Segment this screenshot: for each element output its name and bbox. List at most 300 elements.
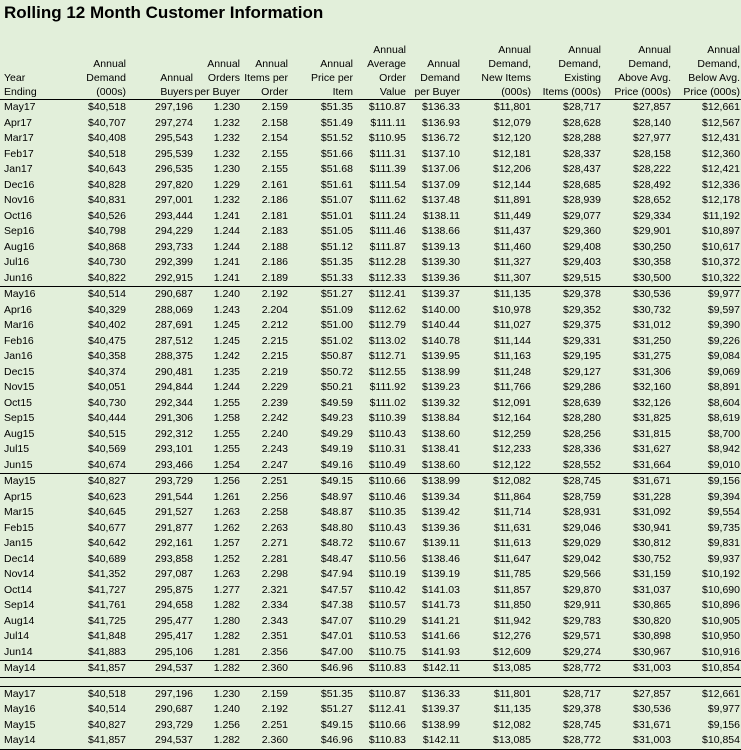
cell-price-per-item: $51.27 xyxy=(320,703,353,715)
cell-items-per-order: 2.215 xyxy=(261,350,288,362)
cell-demand-below-avg-price: $8,942 xyxy=(707,443,740,455)
page-title: Rolling 12 Month Customer Information xyxy=(4,3,324,22)
cell-demand-above-avg-price: $31,671 xyxy=(633,475,671,487)
cell-demand-new-items: $11,631 xyxy=(493,521,531,534)
cell-annual-demand: $41,727 xyxy=(88,583,126,596)
cell-demand-above-avg-price: $31,627 xyxy=(633,443,671,455)
cell-demand-per-buyer: $140.44 xyxy=(422,319,460,331)
cell-price-per-item: $49.15 xyxy=(320,718,353,731)
header-items-per-order: Annual Items per Order xyxy=(244,58,288,98)
cell-annual-buyers: 292,399 xyxy=(155,256,193,268)
cell-year-ending: May15 xyxy=(4,475,36,487)
cell-annual-demand: $40,677 xyxy=(88,521,126,534)
cell-items-per-order: 2.155 xyxy=(261,163,288,175)
cell-demand-per-buyer: $138.46 xyxy=(422,552,460,565)
cell-items-per-order: 2.192 xyxy=(261,288,288,300)
table-row xyxy=(0,287,741,303)
cell-demand-new-items: $11,801 xyxy=(493,687,531,700)
cell-demand-new-items: $11,647 xyxy=(493,552,531,565)
cell-demand-new-items: $12,609 xyxy=(493,645,531,658)
cell-price-per-item: $49.19 xyxy=(320,443,353,455)
cell-items-per-order: 2.271 xyxy=(261,537,288,549)
cell-demand-existing-items: $28,745 xyxy=(563,475,601,487)
cell-demand-per-buyer: $136.72 xyxy=(422,132,460,144)
cell-orders-per-buyer: 1.282 xyxy=(213,630,240,642)
table-row xyxy=(0,474,741,490)
cell-annual-demand: $40,827 xyxy=(88,718,126,731)
table-row xyxy=(0,733,741,749)
cell-demand-per-buyer: $137.06 xyxy=(422,163,460,175)
cell-average-order-value: $110.19 xyxy=(368,568,406,580)
cell-demand-above-avg-price: $30,732 xyxy=(633,303,671,316)
cell-demand-per-buyer: $138.41 xyxy=(422,443,460,455)
cell-annual-buyers: 290,687 xyxy=(155,288,193,300)
cell-year-ending: Nov15 xyxy=(4,381,35,393)
cell-price-per-item: $50.87 xyxy=(320,350,353,362)
cell-orders-per-buyer: 1.277 xyxy=(213,583,240,596)
cell-demand-above-avg-price: $31,815 xyxy=(633,427,671,440)
table-row xyxy=(0,629,741,645)
cell-average-order-value: $110.95 xyxy=(368,132,406,144)
cell-demand-new-items: $12,164 xyxy=(493,412,531,424)
cell-orders-per-buyer: 1.254 xyxy=(213,458,240,471)
cell-demand-existing-items: $29,286 xyxy=(563,381,601,393)
cell-demand-new-items: $10,978 xyxy=(493,303,531,316)
cell-demand-existing-items: $28,939 xyxy=(563,194,601,206)
cell-price-per-item: $51.35 xyxy=(320,256,353,268)
cell-price-per-item: $50.21 xyxy=(320,381,353,393)
cell-demand-above-avg-price: $31,037 xyxy=(633,583,671,596)
cell-demand-below-avg-price: $12,661 xyxy=(702,687,740,700)
cell-orders-per-buyer: 1.240 xyxy=(213,703,240,715)
cell-demand-new-items: $11,613 xyxy=(493,537,531,549)
header-demand-per-buyer: Annual Demand per Buyer xyxy=(414,58,460,98)
cell-average-order-value: $110.67 xyxy=(368,537,406,549)
cell-items-per-order: 2.360 xyxy=(261,734,288,746)
cell-demand-above-avg-price: $31,250 xyxy=(633,334,671,347)
cell-demand-existing-items: $28,717 xyxy=(563,687,601,700)
cell-demand-per-buyer: $139.23 xyxy=(422,381,460,393)
cell-price-per-item: $48.97 xyxy=(320,490,353,503)
cell-average-order-value: $110.66 xyxy=(368,718,406,731)
cell-year-ending: Mar15 xyxy=(4,506,34,518)
cell-orders-per-buyer: 1.232 xyxy=(213,147,240,160)
cell-demand-per-buyer: $141.21 xyxy=(422,614,460,627)
cell-demand-above-avg-price: $31,159 xyxy=(633,568,671,580)
cell-year-ending: Sep16 xyxy=(4,225,35,237)
cell-demand-new-items: $12,181 xyxy=(493,147,531,160)
cell-annual-demand: $40,514 xyxy=(88,703,126,715)
cell-demand-existing-items: $28,639 xyxy=(563,396,601,409)
cell-items-per-order: 2.360 xyxy=(261,662,288,674)
cell-demand-per-buyer: $141.93 xyxy=(422,645,460,658)
cell-annual-buyers: 292,312 xyxy=(155,427,193,440)
cell-items-per-order: 2.334 xyxy=(261,599,288,611)
cell-year-ending: Dec15 xyxy=(4,365,35,378)
cell-demand-below-avg-price: $9,831 xyxy=(707,537,740,549)
cell-items-per-order: 2.247 xyxy=(261,458,288,471)
cell-average-order-value: $111.11 xyxy=(370,116,406,129)
cell-demand-above-avg-price: $31,092 xyxy=(633,506,671,518)
cell-year-ending: Dec14 xyxy=(4,552,35,565)
cell-demand-above-avg-price: $28,158 xyxy=(633,147,671,160)
cell-price-per-item: $50.72 xyxy=(320,365,353,378)
table-row xyxy=(0,240,741,256)
cell-price-per-item: $49.29 xyxy=(320,427,353,440)
cell-demand-existing-items: $28,931 xyxy=(563,506,601,518)
cell-demand-below-avg-price: $10,897 xyxy=(702,225,740,237)
cell-annual-demand: $40,730 xyxy=(88,396,126,409)
cell-items-per-order: 2.356 xyxy=(261,645,288,658)
cell-items-per-order: 2.251 xyxy=(261,718,288,731)
cell-price-per-item: $47.01 xyxy=(320,630,353,642)
cell-annual-demand: $41,883 xyxy=(88,645,126,658)
cell-orders-per-buyer: 1.255 xyxy=(213,396,240,409)
cell-price-per-item: $48.47 xyxy=(320,552,353,565)
cell-demand-below-avg-price: $12,567 xyxy=(702,116,740,129)
table-row xyxy=(0,193,741,209)
cell-items-per-order: 2.239 xyxy=(261,396,288,409)
cell-demand-below-avg-price: $8,700 xyxy=(707,427,740,440)
cell-demand-per-buyer: $140.00 xyxy=(422,303,460,316)
cell-year-ending: Oct15 xyxy=(4,396,33,409)
cell-demand-above-avg-price: $31,275 xyxy=(633,350,671,362)
cell-demand-new-items: $11,460 xyxy=(493,240,531,253)
cell-price-per-item: $51.12 xyxy=(320,240,353,253)
header-demand-new-items: Annual Demand, New Items (000s) xyxy=(481,44,531,98)
cell-year-ending: Jan16 xyxy=(4,350,33,362)
cell-year-ending: Jan17 xyxy=(4,163,33,175)
cell-average-order-value: $111.46 xyxy=(369,225,406,237)
cell-demand-below-avg-price: $8,619 xyxy=(707,412,740,424)
cell-demand-existing-items: $28,552 xyxy=(563,458,601,471)
header-demand-below-avg-price: Annual Demand, Below Avg. Price (000s) xyxy=(683,44,740,98)
cell-items-per-order: 2.212 xyxy=(261,319,288,331)
cell-demand-new-items: $12,091 xyxy=(493,396,531,409)
cell-demand-above-avg-price: $30,898 xyxy=(633,630,671,642)
cell-annual-demand: $41,848 xyxy=(88,630,126,642)
cell-demand-above-avg-price: $28,140 xyxy=(633,116,671,129)
cell-demand-above-avg-price: $32,126 xyxy=(633,396,671,409)
table-row xyxy=(0,349,741,365)
cell-price-per-item: $51.61 xyxy=(320,178,353,191)
cell-orders-per-buyer: 1.282 xyxy=(213,599,240,611)
cell-demand-above-avg-price: $30,358 xyxy=(633,256,671,268)
cell-demand-below-avg-price: $10,372 xyxy=(702,256,740,268)
cell-demand-existing-items: $29,566 xyxy=(563,568,601,580)
cell-demand-new-items: $12,079 xyxy=(493,116,531,129)
cell-annual-demand: $40,358 xyxy=(88,350,126,362)
cell-orders-per-buyer: 1.262 xyxy=(213,521,240,534)
cell-average-order-value: $111.02 xyxy=(369,396,406,409)
cell-demand-new-items: $11,864 xyxy=(493,490,531,503)
cell-average-order-value: $112.28 xyxy=(368,256,406,268)
cell-demand-new-items: $11,135 xyxy=(493,703,531,715)
cell-average-order-value: $110.39 xyxy=(368,412,406,424)
cell-average-order-value: $110.46 xyxy=(368,490,406,503)
cell-demand-per-buyer: $136.33 xyxy=(422,687,460,700)
table-row xyxy=(0,536,741,552)
cell-price-per-item: $47.07 xyxy=(320,614,353,627)
cell-demand-new-items: $12,144 xyxy=(493,178,531,191)
cell-demand-below-avg-price: $10,854 xyxy=(702,662,740,674)
cell-demand-new-items: $11,449 xyxy=(493,209,531,222)
table-row xyxy=(0,661,741,677)
cell-demand-new-items: $11,144 xyxy=(493,334,531,347)
cell-demand-above-avg-price: $31,306 xyxy=(633,365,671,378)
cell-annual-demand: $40,674 xyxy=(88,458,126,471)
cell-annual-demand: $40,798 xyxy=(88,225,126,237)
cell-annual-demand: $40,645 xyxy=(88,506,126,518)
cell-demand-existing-items: $29,378 xyxy=(563,288,601,300)
cell-items-per-order: 2.229 xyxy=(261,381,288,393)
cell-annual-demand: $40,518 xyxy=(88,101,126,113)
cell-demand-above-avg-price: $30,250 xyxy=(633,240,671,253)
cell-annual-buyers: 294,844 xyxy=(155,381,193,393)
table-row xyxy=(0,147,741,163)
cell-year-ending: Apr17 xyxy=(4,116,33,129)
cell-average-order-value: $111.87 xyxy=(369,240,406,253)
cell-demand-existing-items: $29,870 xyxy=(563,583,601,596)
cell-annual-buyers: 290,481 xyxy=(155,365,193,378)
cell-items-per-order: 2.155 xyxy=(261,147,288,160)
cell-annual-buyers: 295,106 xyxy=(155,645,193,658)
cell-demand-below-avg-price: $9,597 xyxy=(707,303,740,316)
cell-demand-existing-items: $28,437 xyxy=(563,163,601,175)
cell-demand-new-items: $12,082 xyxy=(493,475,531,487)
cell-annual-demand: $40,518 xyxy=(88,147,126,160)
cell-price-per-item: $51.09 xyxy=(320,303,353,316)
table-row xyxy=(0,100,741,116)
cell-annual-buyers: 297,274 xyxy=(155,116,193,129)
cell-items-per-order: 2.242 xyxy=(261,412,288,424)
cell-price-per-item: $46.96 xyxy=(320,662,353,674)
cell-annual-buyers: 294,537 xyxy=(155,662,193,674)
cell-demand-existing-items: $28,256 xyxy=(563,427,601,440)
cell-price-per-item: $49.59 xyxy=(320,396,353,409)
cell-demand-per-buyer: $138.99 xyxy=(422,475,460,487)
cell-demand-below-avg-price: $9,226 xyxy=(707,334,740,347)
table-row xyxy=(0,598,741,614)
cell-year-ending: Feb16 xyxy=(4,334,34,347)
header-orders-per-buyer: Annual Orders per Buyer xyxy=(194,58,240,98)
cell-demand-existing-items: $28,745 xyxy=(563,718,601,731)
table-row xyxy=(0,209,741,225)
cell-annual-demand: $40,689 xyxy=(88,552,126,565)
cell-demand-below-avg-price: $9,977 xyxy=(707,288,740,300)
cell-orders-per-buyer: 1.235 xyxy=(213,365,240,378)
cell-demand-above-avg-price: $30,536 xyxy=(633,288,671,300)
cell-demand-new-items: $11,437 xyxy=(493,225,531,237)
cell-year-ending: Nov14 xyxy=(4,568,35,580)
cell-demand-new-items: $11,248 xyxy=(493,365,531,378)
cell-annual-buyers: 295,539 xyxy=(155,147,193,160)
cell-annual-buyers: 297,001 xyxy=(155,194,193,206)
table-row xyxy=(0,178,741,194)
table-row xyxy=(0,521,741,537)
cell-demand-above-avg-price: $29,334 xyxy=(633,209,671,222)
cell-year-ending: May16 xyxy=(4,288,36,300)
cell-demand-below-avg-price: $12,336 xyxy=(702,178,740,191)
cell-demand-existing-items: $29,029 xyxy=(563,537,601,549)
cell-year-ending: May17 xyxy=(4,687,36,700)
table-row xyxy=(0,567,741,583)
table-row xyxy=(0,427,741,443)
cell-average-order-value: $111.24 xyxy=(369,209,406,222)
cell-orders-per-buyer: 1.230 xyxy=(213,687,240,700)
cell-demand-per-buyer: $139.19 xyxy=(422,568,460,580)
cell-demand-new-items: $11,307 xyxy=(493,271,531,284)
cell-year-ending: May17 xyxy=(4,101,36,113)
row-group xyxy=(0,474,741,660)
cell-items-per-order: 2.188 xyxy=(261,240,288,253)
cell-price-per-item: $51.27 xyxy=(320,288,353,300)
cell-average-order-value: $110.43 xyxy=(368,427,406,440)
cell-orders-per-buyer: 1.245 xyxy=(213,319,240,331)
cell-demand-new-items: $11,327 xyxy=(493,256,531,268)
cell-demand-per-buyer: $141.73 xyxy=(422,599,460,611)
table-row xyxy=(0,224,741,240)
cell-demand-per-buyer: $137.09 xyxy=(422,178,460,191)
cell-demand-new-items: $13,085 xyxy=(493,734,531,746)
cell-demand-per-buyer: $139.37 xyxy=(422,703,460,715)
cell-demand-new-items: $12,276 xyxy=(493,630,531,642)
table-row xyxy=(0,458,741,474)
cell-annual-buyers: 291,527 xyxy=(155,506,193,518)
cell-demand-new-items: $12,206 xyxy=(493,163,531,175)
cell-demand-below-avg-price: $9,977 xyxy=(707,703,740,715)
cell-demand-new-items: $11,857 xyxy=(493,583,531,596)
cell-orders-per-buyer: 1.241 xyxy=(213,256,240,268)
cell-annual-demand: $40,868 xyxy=(88,240,126,253)
cell-price-per-item: $47.00 xyxy=(320,645,353,658)
cell-orders-per-buyer: 1.232 xyxy=(213,194,240,206)
cell-orders-per-buyer: 1.242 xyxy=(213,350,240,362)
cell-demand-below-avg-price: $10,322 xyxy=(702,271,740,284)
cell-demand-per-buyer: $138.66 xyxy=(422,225,460,237)
cell-items-per-order: 2.321 xyxy=(261,583,288,596)
cell-demand-below-avg-price: $9,010 xyxy=(707,458,740,471)
cell-demand-below-avg-price: $11,192 xyxy=(702,209,740,222)
cell-annual-demand: $41,352 xyxy=(88,568,126,580)
cell-annual-demand: $40,374 xyxy=(88,365,126,378)
table-row xyxy=(0,131,741,147)
cell-year-ending: May16 xyxy=(4,703,36,715)
cell-annual-buyers: 297,196 xyxy=(155,687,193,700)
cell-orders-per-buyer: 1.230 xyxy=(213,101,240,113)
cell-demand-existing-items: $29,403 xyxy=(563,256,601,268)
cell-year-ending: Jun16 xyxy=(4,271,33,284)
cell-orders-per-buyer: 1.232 xyxy=(213,116,240,129)
cell-demand-below-avg-price: $9,156 xyxy=(707,718,740,731)
cell-year-ending: Dec16 xyxy=(4,178,35,191)
cell-demand-per-buyer: $141.66 xyxy=(422,630,460,642)
cell-annual-demand: $40,642 xyxy=(88,537,126,549)
cell-year-ending: Jul14 xyxy=(4,630,30,642)
cell-annual-demand: $40,730 xyxy=(88,256,126,268)
cell-items-per-order: 2.281 xyxy=(261,552,288,565)
cell-demand-per-buyer: $142.11 xyxy=(422,734,460,746)
cell-annual-demand: $40,822 xyxy=(88,271,126,284)
cell-price-per-item: $51.33 xyxy=(320,271,353,284)
cell-annual-demand: $40,514 xyxy=(88,288,126,300)
cell-average-order-value: $112.79 xyxy=(368,319,406,331)
cell-annual-buyers: 295,875 xyxy=(155,583,193,596)
cell-annual-buyers: 293,101 xyxy=(155,443,193,455)
cell-demand-per-buyer: $137.48 xyxy=(422,194,460,206)
cell-demand-existing-items: $29,195 xyxy=(563,350,601,362)
table-row xyxy=(0,334,741,350)
cell-demand-new-items: $13,085 xyxy=(493,662,531,674)
cell-demand-new-items: $12,122 xyxy=(493,458,531,471)
cell-demand-above-avg-price: $30,536 xyxy=(633,703,671,715)
cell-annual-buyers: 297,820 xyxy=(155,178,193,191)
cell-year-ending: Aug15 xyxy=(4,427,35,440)
cell-orders-per-buyer: 1.229 xyxy=(213,178,240,191)
row-group xyxy=(0,661,741,677)
table-row xyxy=(0,687,741,703)
cell-demand-existing-items: $28,628 xyxy=(563,116,601,129)
table-row xyxy=(0,552,741,568)
cell-annual-buyers: 291,544 xyxy=(155,490,193,503)
cell-orders-per-buyer: 1.256 xyxy=(213,475,240,487)
cell-demand-above-avg-price: $31,664 xyxy=(633,458,671,471)
cell-annual-demand: $40,518 xyxy=(88,687,126,700)
cell-annual-buyers: 287,512 xyxy=(155,334,193,347)
cell-demand-above-avg-price: $30,820 xyxy=(633,614,671,627)
header-annual-buyers: Annual Buyers xyxy=(160,72,193,98)
cell-demand-existing-items: $28,685 xyxy=(563,178,601,191)
cell-average-order-value: $112.41 xyxy=(368,288,406,300)
cell-items-per-order: 2.183 xyxy=(261,225,288,237)
table-row xyxy=(0,505,741,521)
cell-price-per-item: $51.00 xyxy=(320,319,353,331)
cell-average-order-value: $112.62 xyxy=(368,303,406,316)
cell-annual-buyers: 292,344 xyxy=(155,396,193,409)
cell-demand-above-avg-price: $30,500 xyxy=(633,271,671,284)
cell-annual-demand: $41,857 xyxy=(88,662,126,674)
cell-demand-per-buyer: $139.34 xyxy=(422,490,460,503)
cell-annual-buyers: 293,858 xyxy=(155,552,193,565)
cell-average-order-value: $110.43 xyxy=(368,521,406,534)
cell-average-order-value: $112.33 xyxy=(368,271,406,284)
cell-price-per-item: $51.02 xyxy=(320,334,353,347)
cell-annual-demand: $40,831 xyxy=(88,194,126,206)
cell-price-per-item: $47.94 xyxy=(320,568,353,580)
header-year-ending: Year Ending xyxy=(4,72,37,98)
cell-items-per-order: 2.204 xyxy=(261,303,288,316)
cell-average-order-value: $110.87 xyxy=(368,687,406,700)
cell-demand-new-items: $11,801 xyxy=(493,101,531,113)
cell-price-per-item: $51.35 xyxy=(320,101,353,113)
cell-annual-buyers: 293,466 xyxy=(155,458,193,471)
cell-year-ending: Mar17 xyxy=(4,132,34,144)
cell-orders-per-buyer: 1.261 xyxy=(213,490,240,503)
cell-demand-per-buyer: $138.60 xyxy=(422,427,460,440)
cell-items-per-order: 2.298 xyxy=(261,568,288,580)
cell-demand-above-avg-price: $30,812 xyxy=(633,537,671,549)
cell-items-per-order: 2.189 xyxy=(261,271,288,284)
cell-average-order-value: $111.39 xyxy=(369,163,406,175)
cell-demand-existing-items: $28,280 xyxy=(563,412,601,424)
cell-demand-below-avg-price: $10,916 xyxy=(702,645,740,658)
cell-orders-per-buyer: 1.230 xyxy=(213,163,240,175)
cell-demand-below-avg-price: $12,421 xyxy=(702,163,740,175)
table-row xyxy=(0,442,741,458)
cell-demand-existing-items: $28,772 xyxy=(563,662,601,674)
cell-price-per-item: $51.01 xyxy=(320,209,353,222)
cell-average-order-value: $112.55 xyxy=(368,365,406,378)
